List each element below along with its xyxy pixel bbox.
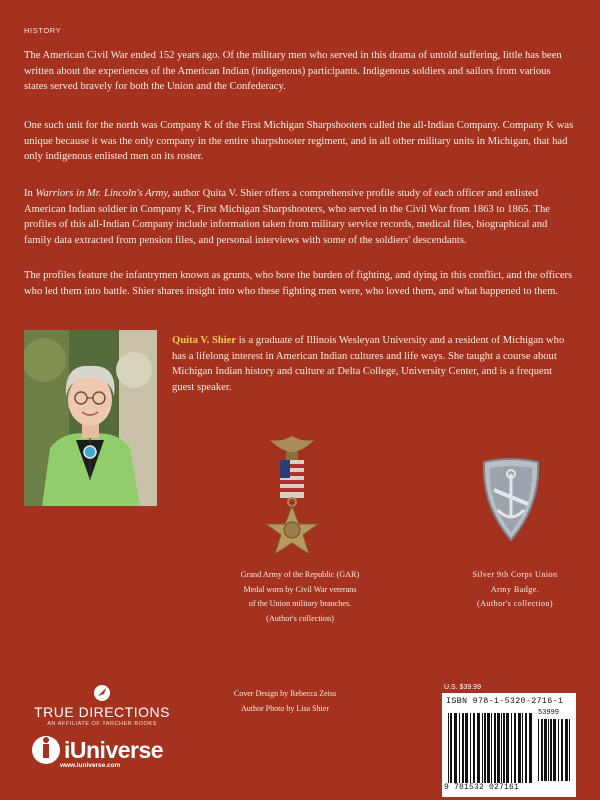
barcode-addon-bars-icon [538,719,572,781]
author-name: Quita V. Shier [172,335,237,346]
intro-paragraph: The American Civil War ended 152 years ago. Of the military men who served in this drama of untold suffering, little has been written about the experiences of the American Indian (indigenous) participants. Indigenous soldiers and sailors from various states served bravely for both the Union and the Confederacy. [24,50,562,92]
barcode-addon-number: 53999 [538,709,560,717]
publisher-subtitle: AN AFFILIATE OF TARCHER BOOKS [47,721,157,727]
imprint-url: www.iuniverse.com [60,762,121,769]
caption-line: of the Union military branches. [248,599,352,608]
author-bio-text: is a graduate of Illinois Wesleyan University and a resident of Michigan who has a lifelong interest in American Indian cultures and life ways. She taught a course about Michigan Indian history and culture at Delta College, University Center, and is a frequent guest speaker. [172,335,565,393]
caption-line: Grand Army of the Republic (GAR) [240,570,360,579]
publisher-name: TRUE DIRECTIONS [34,704,170,720]
company-k-paragraph: One such unit for the north was Company K of the First Michigan Sharpshooters called the all-Indian Company. Company K was unique because it was the only company in the entire sharpshooter regiment, and in all other military units in Michigan, that had only indigenous enlisted men on its roster. [24,120,574,162]
ninth-corps-badge-image [476,456,546,546]
cover-credits [210,686,360,716]
ean-number: 9 781532 027161 [444,783,520,792]
summary-text: author Quita V. Shier offers a comprehensive profile study of each officer and enlisted American Indian soldier in Company K, First Michigan Sharpshooters, who served in the Civil War from 1863 to 1865. The profiles of this all-Indian Company include information taken from military service records, medical files, biographical and family data extracted from pension files, and personal interviews with some of the soldiers' descendants. [24,188,551,246]
author-photo [24,330,157,506]
cover-design-credit: Cover Design by Rebecca Zeiss [233,689,337,698]
profiles-paragraph: The profiles feature the infantrymen known as grunts, who bore the burden of fighting, and dying in this conflict, and the officers who led them into battle. Shier shares insight into who these fighting men were, who loved them, and what happened to them. [24,270,573,297]
barcode-bars-icon [448,713,534,783]
price-label: U.S. $39.99 [444,684,481,691]
book-title: Warriors in Mr. Lincoln's Army, [35,188,171,199]
isbn-number: ISBN 978-1-5320-2716-1 [446,696,564,706]
ninth-corps-caption [434,568,596,612]
caption-line: Medal worn by Civil War veterans [243,584,357,594]
caption-line: Army Badge. [490,584,540,594]
caption-line: Silver 9th Corps Union [472,570,558,579]
barcode [442,693,576,797]
book-summary-paragraph [24,186,576,248]
gar-medal-caption [200,568,400,626]
author-photo-credit: Author Photo by Lisa Shier [241,704,329,713]
author-bio [172,333,576,395]
caption-line: (Author's collection) [266,613,334,623]
imprint-name: iUniverse [64,737,164,763]
gar-medal-image [252,432,332,562]
category-label: HISTORY [24,26,62,35]
summary-prefix: In [24,188,36,199]
caption-line: (Author's collection) [476,599,554,608]
